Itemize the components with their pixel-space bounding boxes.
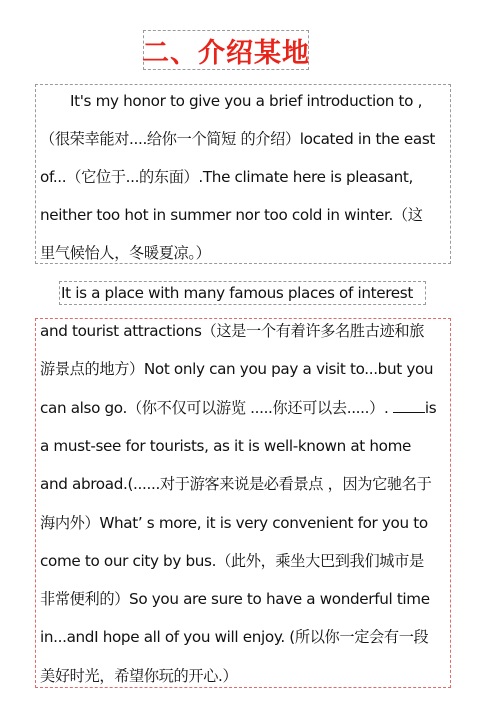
page-title: 二、介绍某地: [142, 37, 310, 69]
title-frame: [143, 30, 309, 70]
fill-in-blank: [393, 398, 425, 413]
text-line: It's my honor to give you a brief introduction to ,: [70, 92, 423, 110]
text-line: of...（它位于...的东面）.The climate here is pleasant,: [40, 168, 413, 186]
text-line: 里气候怡人，冬暖夏凉。）: [40, 244, 211, 262]
text-segment: can also go.（你不仅可以游览 .....你还可以去.....）.: [40, 399, 389, 417]
text-line: neither too hot in summer nor too cold in winter.（这: [40, 206, 423, 224]
text-line: 海内外）What’ s more, it is very convenient for you to: [40, 514, 428, 532]
text-line: （很荣幸能对....给你一个简短 的介绍）located in the east: [40, 130, 436, 148]
text-line: 非常便利的）So you are sure to have a wonderful time: [40, 590, 430, 608]
text-line: and abroad.(......对于游客来说是必看景点 ，因为它驰名于: [40, 475, 432, 493]
text-segment: is: [424, 399, 437, 417]
text-line: 美好时光，希望你玩的开心.）: [40, 667, 238, 685]
text-line: 游景点的地方）Not only can you pay a visit to...but you: [40, 360, 434, 378]
text-line: It is a place with many famous places of interest: [61, 284, 413, 302]
text-line: come to our city by bus.（此外，乘坐大巴到我们城市是: [40, 552, 424, 570]
text-line: and tourist attractions（这是一个有着许多名胜古迹和旅: [40, 322, 425, 340]
text-line: a must-see for tourists, as it is well-known at home: [40, 437, 412, 455]
text-line: [40, 398, 436, 418]
text-line: in...andI hope all of you will enjoy. (所以你一定会有一段: [40, 628, 429, 646]
